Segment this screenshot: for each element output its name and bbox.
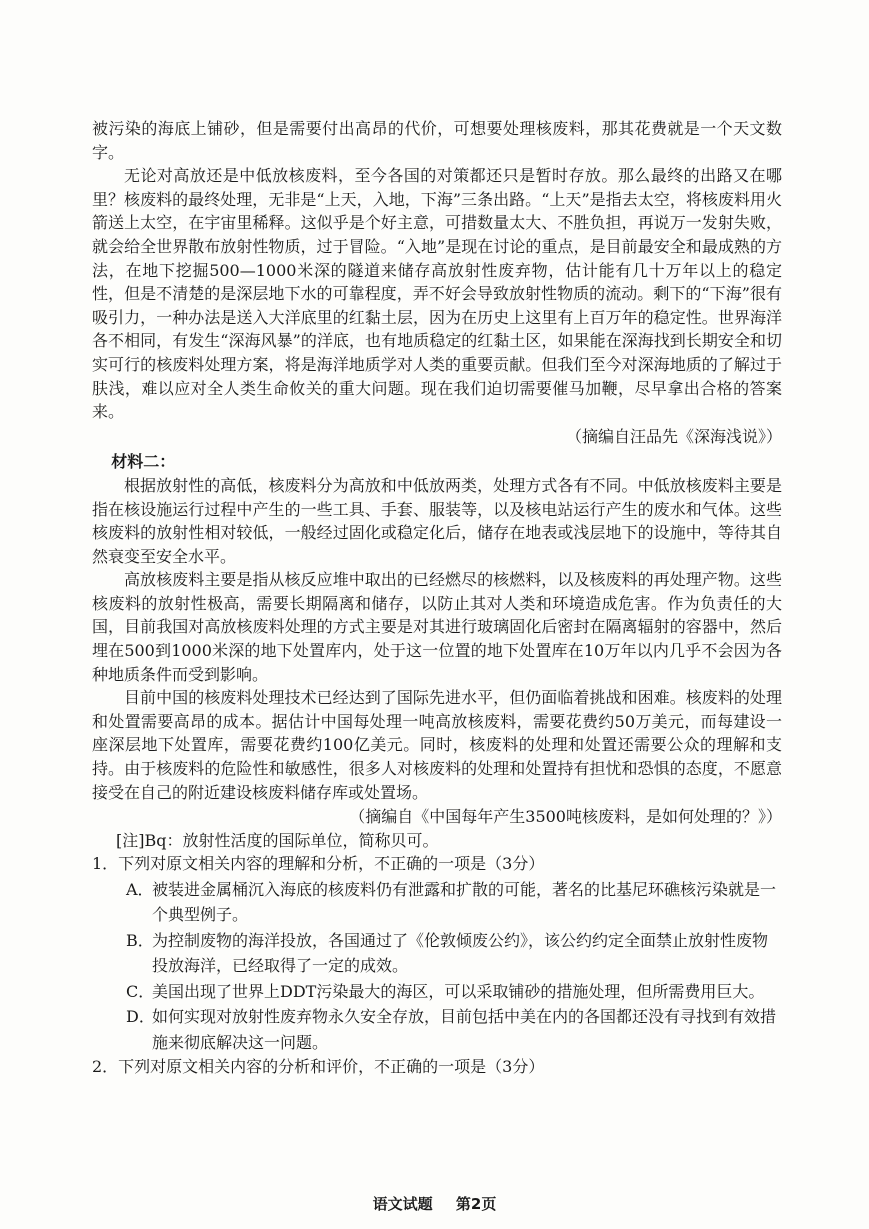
question-1-options xyxy=(92,877,782,1056)
option-d-letter: D． xyxy=(126,1007,155,1027)
question-2-stem: 2．下列对原文相关内容的分析和评价，不正确的一项是（3分） xyxy=(92,1057,545,1077)
material2-paragraph-2: 高放核废料主要是指从核反应堆中取出的已经燃尽的核燃料，以及核废料的再处理产物。这些核废料的放射性极高，需要长期隔离和储存，以防止其对人类和环境造成危害。作为负责任的大国，目前我国对高放核废料处理的方式主要是对其进行玻璃固化后密封在隔离辐射的容器中，然后埋在500到1000米深的地下处置库内，处于这一位置的地下处置库在10万年以内几乎不会因为各种地质条件而受到影响。 xyxy=(92,570,782,684)
option-c-letter: C． xyxy=(126,981,155,1001)
option-b-text: 为控制废物的海洋投放，各国通过了《伦敦倾废公约》，该公约约定全面禁止放射性废物投放海洋，已经取得了一定的成效。 xyxy=(152,930,769,976)
option-d xyxy=(126,1004,782,1055)
material2-heading: 材料二： xyxy=(111,452,176,472)
footnote: [注]Bq：放射性活度的国际单位，简称贝可。 xyxy=(116,830,439,850)
material1-paragraph-1: 无论对高放还是中低放核废料，至今各国的对策都还只是暂时存放。那么最终的出路又在哪里？核废料的最终处理，无非是“上天，入地，下海”三条出路。“上天”是指去太空，将核废料用火箭送上太空，在宇宙里稀释。这似乎是个好主意，可措数量太大、不胜负担，再说万一发射失败，就会给全世界散布放射性物质，过于冒险。“入地”是现在讨论的重点，是目前最安全和最成熟的方法，在地下挖掘500—1000米深的隧道来储存高放射性废弃物，估计能有几十万年以上的稳定性，但是不清楚的是深层地下水的可靠程度，弄不好会导致放射性物质的流动。剩下的“下海”很有吸引力，一种办法是送入大洋底里的红黏土层，因为在历史上这里有上百万年的稳定性。世界海洋各不相同，有发生“深海风暴”的洋底，也有地质稳定的红黏土区，如果能在深海找到长期安全和切实可行的核废料处理方案，将是海洋地质学对人类的重要贡献。但我们至今对深海地质的了解过于肤浅，难以应对全人类生命攸关的重大问题。现在我们迫切需要催马加鞭，尽早拿出合格的答案来。 xyxy=(92,166,782,422)
option-b xyxy=(126,928,782,979)
option-b-letter: B． xyxy=(126,930,154,950)
material2-paragraph-3: 目前中国的核废料处理技术已经达到了国际先进水平，但仍面临着挑战和困难。核废料的处理和处置需要高昂的成本。据估计中国每处理一吨高放核废料，需要花费约50万美元，而每建设一座深层地下处置库，需要花费约100亿美元。同时，核废料的处理和处置还需要公众的理解和支持。由于核废料的危险性和敏感性，很多人对核废料的处理和处置持有担忧和恐惧的态度，不愿意接受在自己的附近建设核废料储存库或处置场。 xyxy=(92,688,782,802)
material1-source: （摘编自汪品先《深海浅说》） xyxy=(565,426,782,446)
option-a-text: 被装进金属桶沉入海底的核废料仍有泄露和扩散的可能，著名的比基尼环礁核污染就是一个典型例子。 xyxy=(152,879,777,925)
option-d-text: 如何实现对放射性废弃物永久安全存放，目前包括中美在内的各国都还没有寻找到有效措施来彻底解决这一问题。 xyxy=(152,1007,777,1052)
option-c-text: 美国出现了世界上DDT污染最大的海区，可以采取铺砂的措施处理，但所需费用巨大。 xyxy=(152,981,765,1001)
question-2 xyxy=(92,1055,782,1080)
footer-page-number: 第2页 xyxy=(455,1195,497,1213)
material2-paragraph-1: 根据放射性的高低，核废料分为高放和中低放两类，处理方式各有不同。中低放核废料主要是指在核设施运行过程中产生的一些工具、手套、服装等，以及核电站运行产生的废水和气体。这些核废料的放射性相对较低，一般经过固化或稳定化后，储存在地表或浅层地下的设施中，等待其自然衰变至安全水平。 xyxy=(92,475,782,566)
page-footer xyxy=(0,1193,869,1214)
question-1 xyxy=(92,852,782,1055)
option-a xyxy=(126,877,782,928)
option-c xyxy=(126,979,782,1005)
footer-subject: 语文试题 xyxy=(372,1195,433,1213)
page-content xyxy=(92,117,782,1080)
material1-paragraph-0: 被污染的海底上铺砂，但是需要付出高昂的代价，可想要处理核废料，那其花费就是一个天文数字。 xyxy=(92,119,782,162)
question-1-stem: 1．下列对原文相关内容的理解和分析，不正确的一项是（3分） xyxy=(92,854,545,874)
option-a-letter: A． xyxy=(126,879,154,899)
material2-source: （摘编自《中国每年产生3500吨核废料，是如何处理的？》） xyxy=(349,807,782,827)
